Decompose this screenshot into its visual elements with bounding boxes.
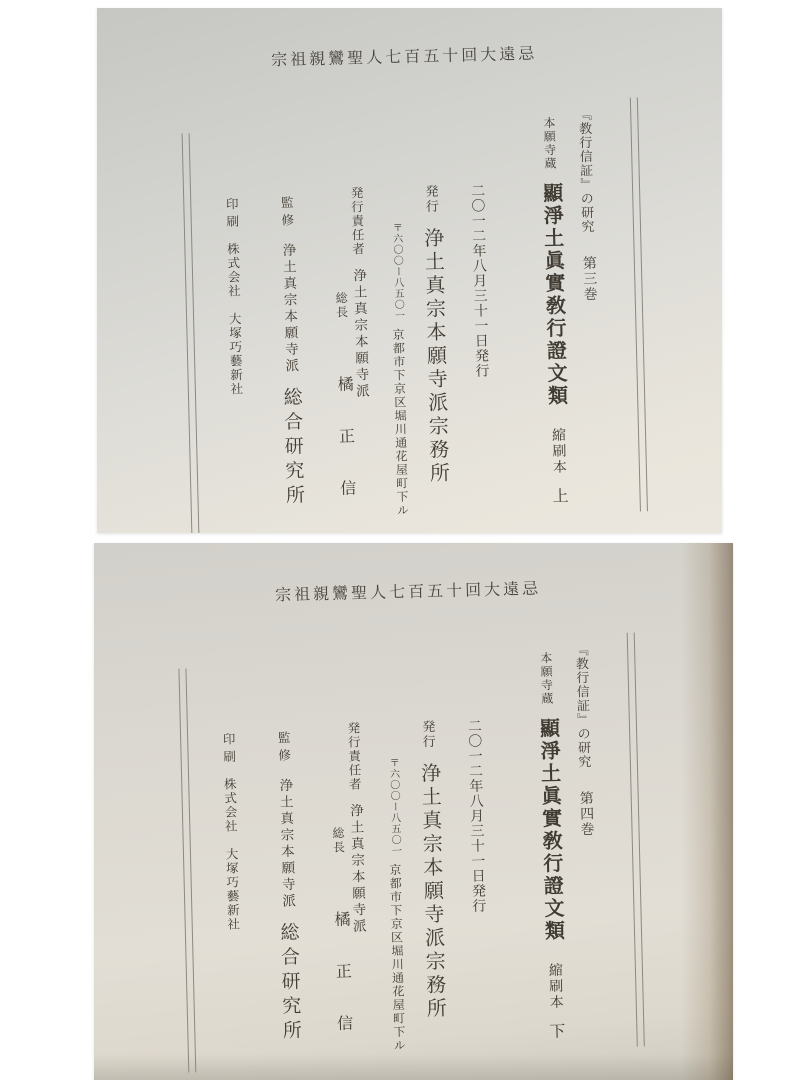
photo-volume-3 <box>97 8 722 533</box>
publisher-name: 浄土真宗本願寺派宗務所 <box>420 227 449 487</box>
series-title-column <box>571 643 596 838</box>
executive-title: 総長 <box>330 826 346 856</box>
frame-rule-right <box>627 633 645 1047</box>
address: 京都市下京区堀川通花屋町下ル <box>390 328 410 518</box>
printing-role-label: 印刷 <box>224 197 240 233</box>
collection-seal: 本願寺蔵 <box>541 116 558 171</box>
publication-date-column <box>466 183 491 378</box>
publisher-address-column <box>387 222 411 517</box>
series-title: 『教行信証』の研究 <box>576 107 595 234</box>
postal-code: 〒六〇〇ー八五〇一 <box>390 222 404 322</box>
printing-company: 株式会社 大塚巧藝新社 <box>222 777 240 932</box>
series-title-column <box>574 107 599 302</box>
responsibility-role-label: 発行責任者 <box>348 186 365 257</box>
publisher-column <box>413 719 449 1021</box>
volume-number: 第三巻 <box>580 255 597 303</box>
publisher-role-label: 発行 <box>420 719 436 750</box>
publisher-address-column <box>384 757 408 1052</box>
supervision-column <box>273 196 308 510</box>
publication-date: 二〇一二年八月三十一日発行 <box>468 183 489 379</box>
volume-part: 下 <box>546 1022 565 1039</box>
publisher-name: 浄土真宗本願寺派宗務所 <box>417 762 446 1022</box>
main-title: 顯淨土眞實敎行證文類 <box>536 717 564 943</box>
main-title-column <box>532 651 570 1039</box>
page-content-volume-4 <box>94 543 733 1080</box>
printer-column <box>222 197 245 396</box>
format-label: 縮刷本 <box>549 427 567 476</box>
printer-column <box>219 732 242 931</box>
supervision-role-label: 監修 <box>276 730 291 767</box>
responsibility-org: 浄土真宗本願寺派 <box>347 803 367 936</box>
supervision-org: 浄土真宗本願寺派 <box>277 777 296 911</box>
photo-volume-4 <box>94 543 733 1080</box>
publication-date: 二〇一二年八月三十一日発行 <box>465 718 486 914</box>
main-title-column <box>535 116 573 504</box>
supervision-dept: 総合研究所 <box>277 921 302 1045</box>
collection-seal: 本願寺蔵 <box>538 651 554 706</box>
executive-title: 総長 <box>333 291 349 320</box>
publication-date-column <box>463 718 488 913</box>
memorial-header: 宗祖親鸞聖人七百五十回大遠忌 <box>271 45 538 70</box>
supervision-org: 浄土真宗本願寺派 <box>280 242 299 376</box>
frame-rule-left <box>178 669 196 1073</box>
frame-rule-right <box>630 97 648 511</box>
volume-part: 上 <box>549 487 568 504</box>
supervision-dept: 総合研究所 <box>280 386 305 510</box>
publisher-role-label: 発行 <box>423 184 440 215</box>
address: 京都市下京区堀川通花屋町下ル <box>387 863 407 1053</box>
frame-rule-left <box>182 133 200 533</box>
executive-name: 橘 正 信 <box>331 910 353 1041</box>
responsibility-org: 浄土真宗本願寺派 <box>350 268 370 401</box>
page-content-volume-3 <box>97 8 722 533</box>
responsibility-role-label: 発行責任者 <box>345 721 362 792</box>
format-label: 縮刷本 <box>546 962 563 1011</box>
series-title: 『教行信証』の研究 <box>573 642 592 770</box>
supervision-role-label: 監修 <box>279 195 294 232</box>
publisher-column <box>416 184 452 486</box>
printing-role-label: 印刷 <box>221 732 236 768</box>
postal-code: 〒六〇〇ー八五〇一 <box>387 757 401 857</box>
printing-company: 株式会社 大塚巧藝新社 <box>225 242 244 397</box>
volume-number: 第四巻 <box>577 790 594 838</box>
main-title: 顯淨土眞實敎行證文類 <box>539 182 567 408</box>
executive-name: 橘 正 信 <box>335 375 356 506</box>
memorial-header: 宗祖親鸞聖人七百五十回大遠忌 <box>274 580 542 605</box>
supervision-column <box>270 731 305 1045</box>
